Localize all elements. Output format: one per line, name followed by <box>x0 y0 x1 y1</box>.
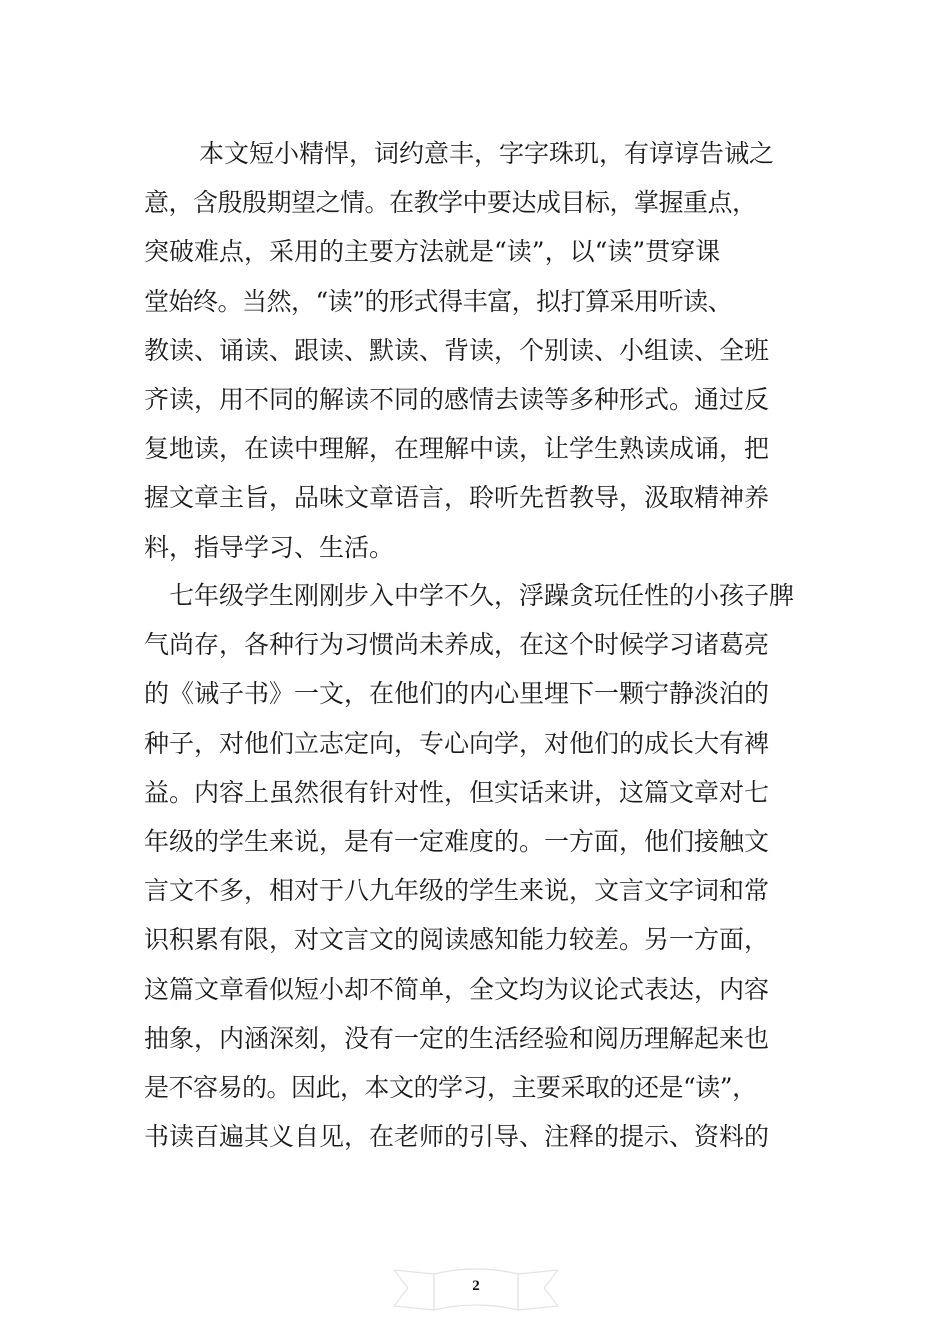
paragraph-line: 益。内容上虽然很有针对性，但实话来讲，这篇文章对七 <box>144 777 770 807</box>
paragraph-1 <box>144 129 810 572</box>
paragraph-line: 是不容易的。因此，本文的学习，主要采取的还是“读”， <box>144 1072 757 1102</box>
paragraph-line: 齐读，用不同的解读不同的感情去读等多种形式。通过反 <box>144 384 770 414</box>
paragraph-line: 气尚存，各种行为习惯尚未养成，在这个时候学习诸葛亮 <box>144 630 770 660</box>
paragraph-line: 握文章主旨，品味文章语言，聆听先哲教导，汲取精神养 <box>144 483 770 513</box>
paragraph-line: 复地读，在读中理解，在理解中读，让学生熟读成诵，把 <box>144 434 770 464</box>
page-number: 2 <box>472 1278 480 1294</box>
paragraph-line: 书读百遍其义自见，在老师的引导、注释的提示、资料的 <box>144 1122 770 1152</box>
paragraph-line: 堂始终。当然，“读”的形式得丰富，拟打算采用听读、 <box>144 286 733 316</box>
paragraph-line: 教读、诵读、跟读、默读、背读，个别读、小组读、全班 <box>144 335 770 365</box>
paragraph-line: 的《诫子书》一文，在他们的内心里埋下一颗宁静淡泊的 <box>144 679 770 709</box>
paragraph-line: 七年级学生刚刚步入中学不久，浮躁贪玩任性的小孩子脾 <box>169 581 795 610</box>
paragraph-line: 本文短小精悍，词约意丰，字字珠玑，有谆谆告诫之 <box>199 139 775 168</box>
paragraph-line: 种子，对他们立志定向，专心向学，对他们的成长大有裨 <box>144 728 770 758</box>
paragraph-line: 料，指导学习、生活。 <box>144 532 395 562</box>
paragraph-line: 突破难点，采用的主要方法就是“读”，以“读”贯穿课 <box>144 237 721 267</box>
paragraph-2 <box>144 571 810 1161</box>
paragraph-line: 抽象，内涵深刻，没有一定的生活经验和阅历理解起来也 <box>144 1023 770 1053</box>
paragraph-line: 年级的学生来说，是有一定难度的。一方面，他们接触文 <box>144 826 770 856</box>
paragraph-line: 识积累有限，对文言文的阅读感知能力较差。另一方面， <box>144 925 770 955</box>
paragraph-line: 言文不多，相对于八九年级的学生来说，文言文字词和常 <box>144 876 770 906</box>
page-footer <box>394 1262 558 1318</box>
paragraph-line: 意，含殷殷期望之情。在教学中要达成目标，掌握重点， <box>144 188 757 218</box>
paragraph-line: 这篇文章看似短小却不简单，全文均为议论式表达，内容 <box>144 974 770 1004</box>
